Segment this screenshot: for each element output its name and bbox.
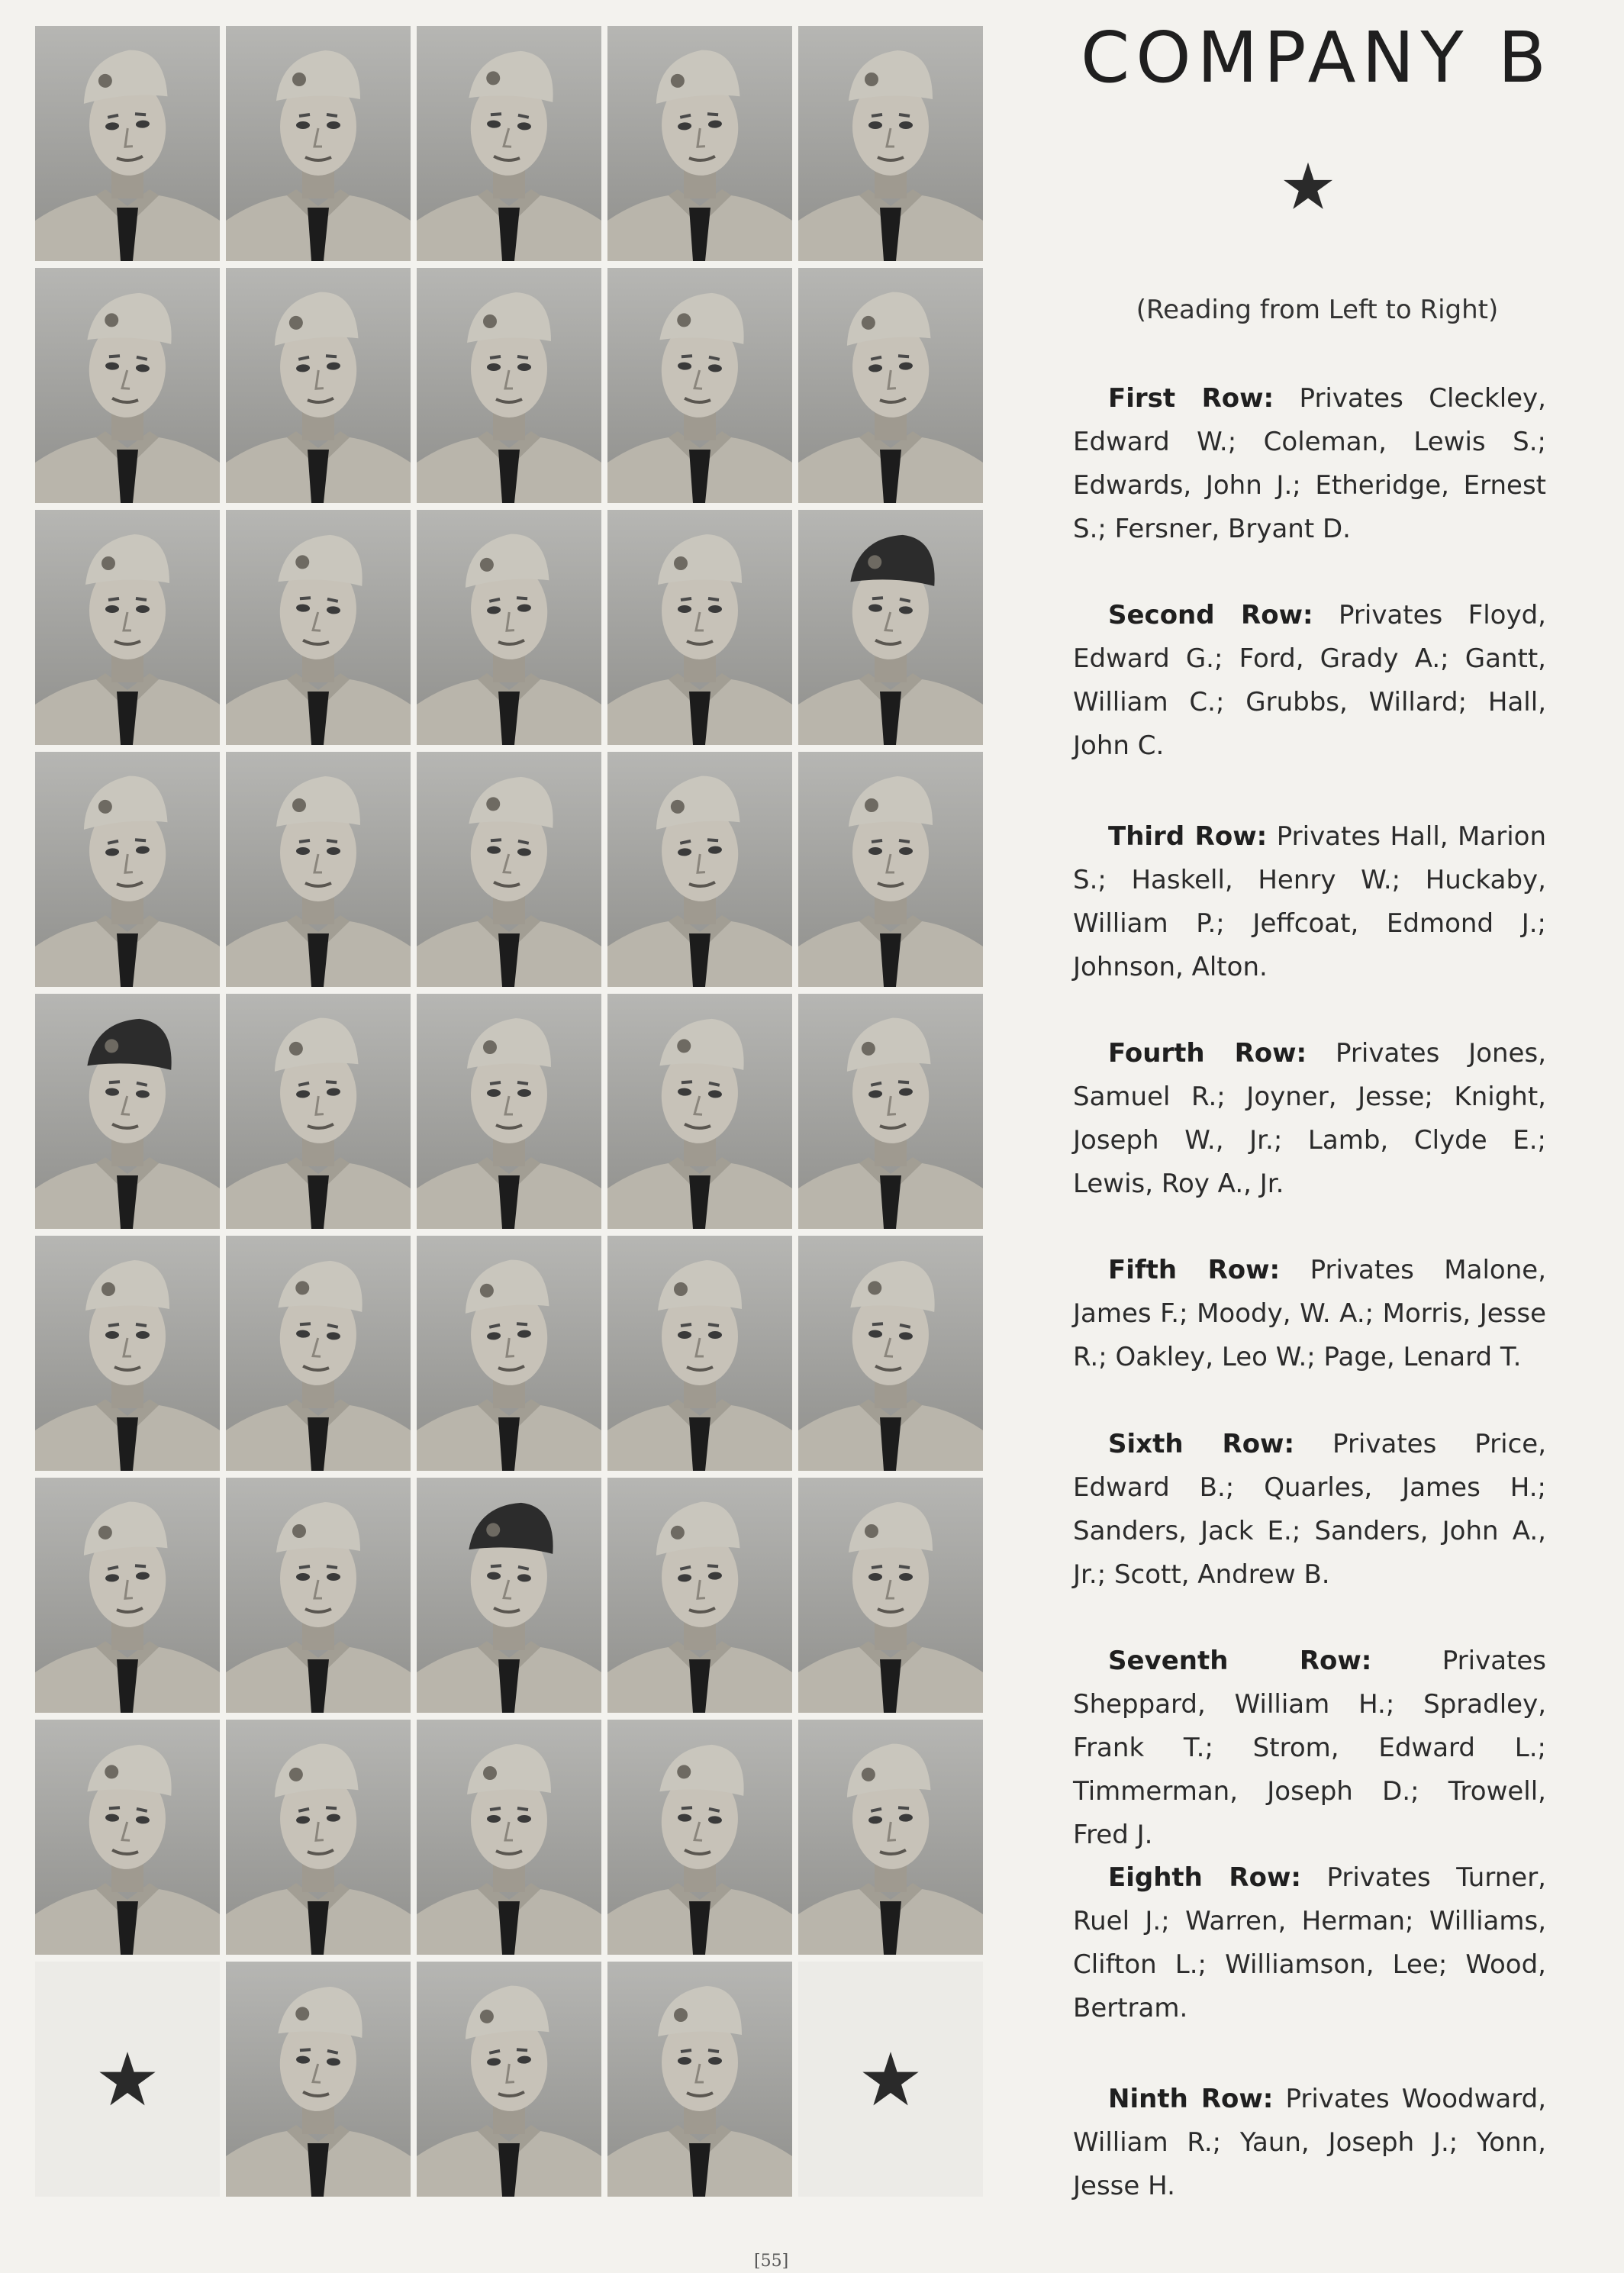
soldier-portrait: [607, 994, 792, 1229]
roster-label: Second Row:: [1108, 600, 1313, 630]
reading-note: (Reading from Left to Right): [1136, 295, 1499, 325]
soldier-portrait: [607, 26, 792, 261]
roster-second-row: [1073, 594, 1546, 768]
roster-label: First Row:: [1108, 383, 1274, 414]
roster-names: Privates Floyd, Edward G.; Ford, Grady A.; Gantt, William C.; Grubbs, Willard; Hall, John C.: [1073, 600, 1546, 761]
soldier-portrait: [417, 26, 601, 261]
soldier-portrait: [226, 26, 411, 261]
roster-label: Ninth Row:: [1108, 2084, 1274, 2114]
soldier-portrait: [226, 510, 411, 745]
soldier-portrait: [417, 1478, 601, 1713]
roster-names: Privates Cleckley, Edward W.; Coleman, Lewis S.; Edwards, John J.; Etheridge, Ernest S.; Fersner, Bryant D.: [1073, 383, 1546, 544]
soldier-portrait: [417, 1236, 601, 1471]
soldier-portrait: [798, 268, 983, 503]
roster-names: Privates Woodward, William R.; Yaun, Joseph J.; Yonn, Jesse H.: [1073, 2084, 1546, 2201]
soldier-portrait: [35, 1236, 220, 1471]
soldier-portrait: [607, 510, 792, 745]
roster-label: Third Row:: [1108, 821, 1268, 852]
roster-label: Fourth Row:: [1108, 1038, 1307, 1069]
soldier-portrait: [226, 1478, 411, 1713]
roster-label: Sixth Row:: [1108, 1429, 1295, 1459]
soldier-portrait: [417, 1720, 601, 1955]
star-icon: [1282, 160, 1334, 212]
soldier-portrait: [417, 268, 601, 503]
soldier-portrait: [226, 752, 411, 987]
soldier-portrait: [35, 752, 220, 987]
roster-fifth-row: [1073, 1249, 1546, 1379]
soldier-portrait: [226, 1720, 411, 1955]
roster-names: Privates Price, Edward B.; Quarles, James H.; Sanders, Jack E.; Sanders, John A., Jr.; Scott, Andrew B.: [1073, 1429, 1547, 1590]
soldier-portrait: [417, 1962, 601, 2197]
roster-label: Eighth Row:: [1108, 1862, 1301, 1893]
soldier-portrait: [607, 1478, 792, 1713]
roster-names: Privates Malone, James F.; Moody, W. A.; Morris, Jesse R.; Oakley, Leo W.; Page, Lenard T.: [1073, 1255, 1546, 1372]
roster-names: Privates Sheppard, William H.; Spradley, Frank T.; Strom, Edward L.; Timmerman, Joseph D.; Trowell, Fred J.: [1073, 1646, 1546, 1850]
soldier-portrait: [226, 994, 411, 1229]
portrait-grid: [35, 26, 982, 2206]
roster-label: Seventh Row:: [1108, 1646, 1372, 1676]
soldier-portrait: [35, 994, 220, 1229]
soldier-portrait: [798, 1478, 983, 1713]
soldier-portrait: [798, 994, 983, 1229]
soldier-portrait: [35, 26, 220, 261]
soldier-portrait: [798, 1236, 983, 1471]
roster-names: Privates Turner, Ruel J.; Warren, Herman; Williams, Clifton L.; Williamson, Lee; Wood, Bertram.: [1073, 1862, 1546, 2023]
roster-seventh-row: [1073, 1639, 1546, 1857]
soldier-portrait: [798, 26, 983, 261]
soldier-portrait: [607, 1962, 792, 2197]
star-icon: [35, 1962, 220, 2197]
page-number: [55]: [754, 2252, 789, 2271]
soldier-portrait: [798, 510, 983, 745]
soldier-portrait: [226, 1236, 411, 1471]
soldier-portrait: [226, 268, 411, 503]
soldier-portrait: [798, 1720, 983, 1955]
roster-eighth-row: [1073, 1856, 1546, 2030]
soldier-portrait: [798, 752, 983, 987]
soldier-portrait: [607, 1236, 792, 1471]
soldier-portrait: [226, 1962, 411, 2197]
soldier-portrait: [607, 268, 792, 503]
soldier-portrait: [607, 1720, 792, 1955]
star-icon: [798, 1962, 983, 2197]
roster-names: Privates Jones, Samuel R.; Joyner, Jesse; Knight, Joseph W., Jr.; Lamb, Clyde E.; Lewis, Roy A., Jr.: [1073, 1038, 1546, 1199]
soldier-portrait: [35, 510, 220, 745]
soldier-portrait: [417, 510, 601, 745]
roster-label: Fifth Row:: [1108, 1255, 1281, 1285]
soldier-portrait: [417, 752, 601, 987]
roster-ninth-row: [1073, 2078, 1546, 2208]
soldier-portrait: [607, 752, 792, 987]
soldier-portrait: [35, 1720, 220, 1955]
roster-sixth-row: [1073, 1423, 1546, 1597]
soldier-portrait: [417, 994, 601, 1229]
roster-fourth-row: [1073, 1032, 1546, 1206]
soldier-portrait: [35, 268, 220, 503]
page-title: COMPANY B: [1081, 17, 1552, 98]
roster-names: Privates Hall, Marion S.; Haskell, Henry W.; Huckaby, William P.; Jeffcoat, Edmond J.; Johnson, Alton.: [1073, 821, 1547, 982]
soldier-portrait: [35, 1478, 220, 1713]
roster-first-row: [1073, 377, 1546, 551]
roster-third-row: [1073, 815, 1546, 989]
